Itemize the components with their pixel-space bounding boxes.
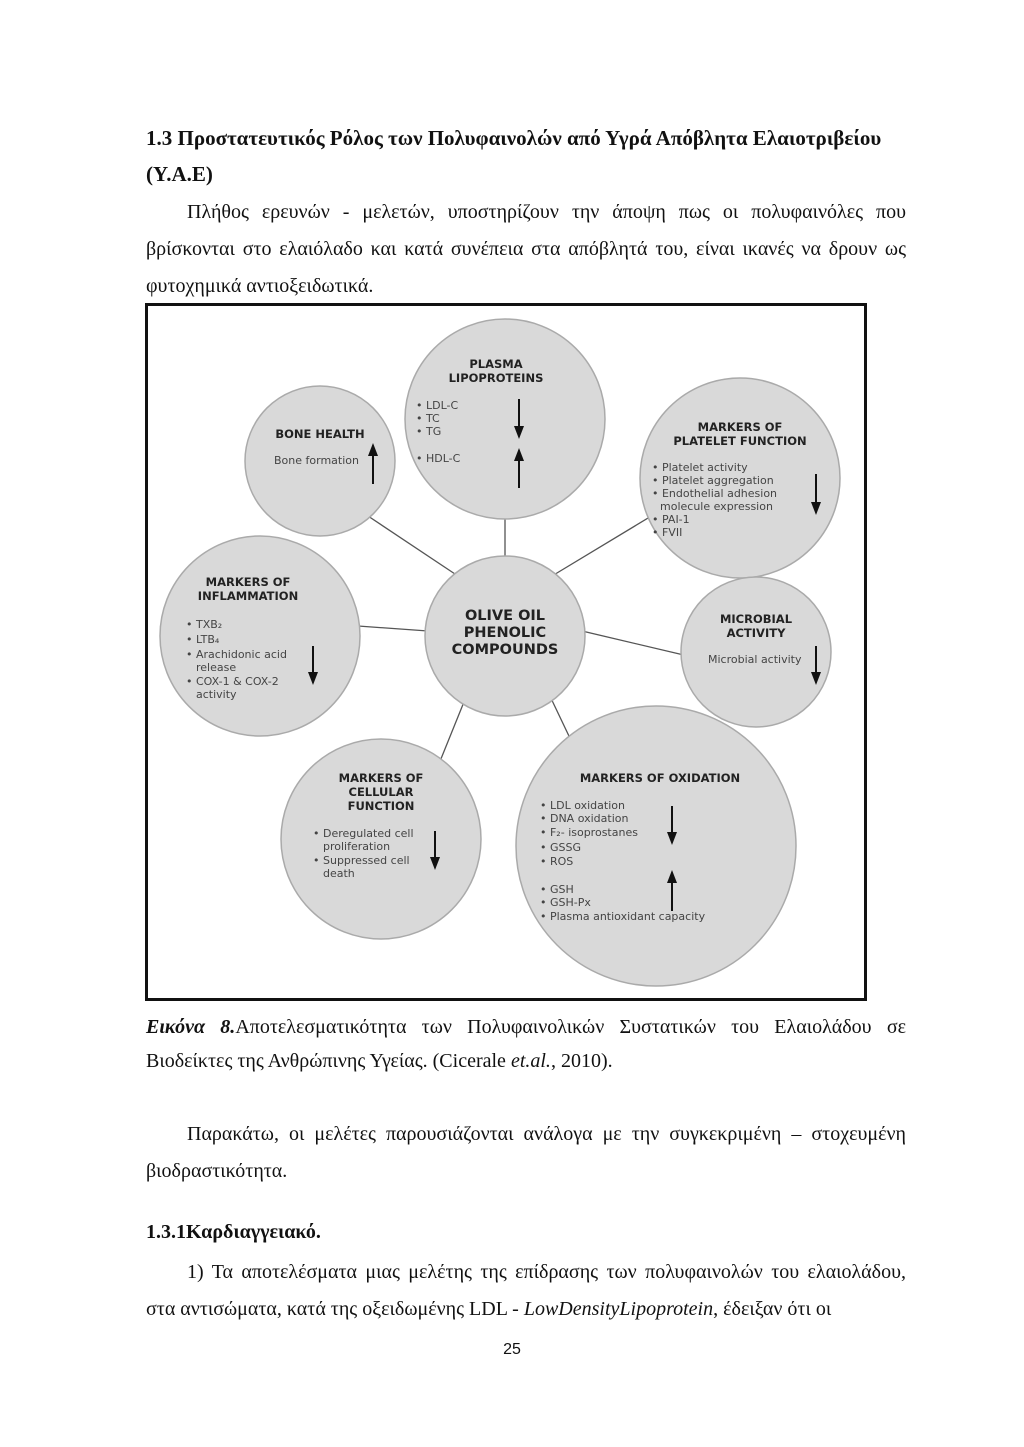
microbial-title-1: MICROBIAL (719, 612, 793, 626)
intro-paragraph: Πλήθος ερευνών - μελετών, υποστηρίζουν την άποψη πως οι πολυφαινόλες που βρίσκονται στο ελαιόλαδο και κατά συνέπεια στα απόβλητά του, είναι ικανές να δρουν ως φυτοχημικά αντιοξειδωτικά. (146, 201, 906, 297)
paragraph-3-italic: LowDensityLipoprotein (523, 1298, 714, 1320)
inflammation-title-1: MARKERS OF (205, 575, 291, 589)
bone-item: Bone formation (274, 454, 359, 467)
inflammation-title-2: INFLAMMATION (197, 589, 299, 603)
figure-caption (146, 1010, 906, 1078)
oxidation-title: MARKERS OF OXIDATION (579, 771, 741, 785)
bone-health-node (245, 386, 395, 536)
olive-oil-phenolic-diagram (148, 306, 864, 998)
inflammation-item: release (196, 661, 237, 674)
cellular-item: • Deregulated cell (313, 827, 414, 840)
caption-citation: et.al. (510, 1050, 551, 1072)
plasma-item: • TC (416, 412, 440, 425)
inflammation-node (160, 536, 360, 736)
cellular-title-1: MARKERS OF (338, 771, 424, 785)
microbial-title-2: ACTIVITY (726, 626, 786, 640)
section-heading: 1.3 Προστατευτικός Ρόλος των Πολυφαινολών από Υγρά Απόβλητα Ελαιοτριβείου (Υ.Α.Ε) (146, 126, 882, 186)
platelet-title-2: PLATELET FUNCTION (673, 434, 807, 448)
oxidation-item: • GSH-Px (540, 896, 591, 909)
cellular-item: death (323, 867, 355, 880)
paragraph-3 (146, 1254, 906, 1328)
center-line-2: PHENOLIC (463, 625, 547, 641)
platelet-item: • FVII (652, 526, 683, 539)
plasma-title-1: PLASMA (469, 357, 523, 371)
plasma-lipoproteins-node (405, 319, 605, 519)
cellular-function-node (281, 739, 481, 939)
center-line-1: OLIVE OIL (464, 608, 546, 624)
inflammation-item: • TXB₂ (186, 618, 223, 631)
center-line-3: COMPOUNDS (451, 642, 559, 658)
platelet-item: • Endothelial adhesion (652, 487, 778, 500)
oxidation-node (516, 706, 796, 986)
plasma-item: • HDL-C (416, 452, 461, 465)
platelet-item: molecule expression (660, 500, 773, 513)
platelet-title-1: MARKERS OF (697, 420, 783, 434)
plasma-item: • LDL-C (416, 399, 459, 412)
cellular-title-3: FUNCTION (347, 799, 415, 813)
caption-label: Εικόνα 8. (146, 1016, 236, 1038)
oxidation-item: • GSH (540, 883, 574, 896)
paragraph-3-part2: , έδειξαν ότι οι (713, 1298, 832, 1320)
caption-year: , 2010). (550, 1050, 613, 1072)
platelet-item: • Platelet aggregation (652, 474, 774, 487)
inflammation-item: activity (196, 688, 237, 701)
oxidation-item: • GSSG (540, 841, 581, 854)
paragraph-3-part1: 1) Τα αποτελέσματα μιας μελέτης της επίδρασης των πολυφαινολών του ελαιολάδου, στα αντισώματα, κατά της οξειδωμένης LDL - (146, 1261, 906, 1320)
figure-frame (145, 303, 867, 1001)
olive-oil-center-node (425, 556, 585, 716)
inflammation-item: • COX-1 & COX-2 (186, 675, 279, 688)
oxidation-item: • Plasma antioxidant capacity (540, 910, 706, 923)
cellular-item: proliferation (323, 840, 391, 853)
microbial-activity-node (681, 577, 831, 727)
subheading: 1.3.1Καρδιαγγειακό. (146, 1221, 321, 1243)
oxidation-item: • LDL oxidation (540, 799, 625, 812)
plasma-title-2: LIPOPROTEINS (448, 371, 544, 385)
inflammation-item: • LTB₄ (186, 633, 220, 646)
platelet-item: • PAI-1 (652, 513, 690, 526)
inflammation-item: • Arachidonic acid (186, 648, 287, 661)
bone-title: BONE HEALTH (275, 427, 365, 441)
caption-text: Αποτελεσματικότητα των Πολυφαινολικών Συστατικών του Ελαιολάδου σε Βιοδείκτες της Ανθρώπινης Υγείας. (Cicerale (146, 1016, 906, 1072)
oxidation-item: • DNA oxidation (540, 812, 629, 825)
cellular-item: • Suppressed cell (313, 854, 410, 867)
platelet-item: • Platelet activity (652, 461, 748, 474)
plasma-item: • TG (416, 425, 442, 438)
page-number: 25 (503, 1341, 521, 1358)
oxidation-item: • F₂- isoprostanes (540, 826, 638, 839)
paragraph-2: Παρακάτω, οι μελέτες παρουσιάζονται ανάλογα με την συγκεκριμένη – στοχευμένη βιοδραστικότητα. (146, 1123, 906, 1182)
cellular-title-2: CELLULAR (348, 785, 414, 799)
platelet-function-node (640, 378, 840, 578)
microbial-item: Microbial activity (708, 653, 802, 666)
oxidation-item: • ROS (540, 855, 574, 868)
